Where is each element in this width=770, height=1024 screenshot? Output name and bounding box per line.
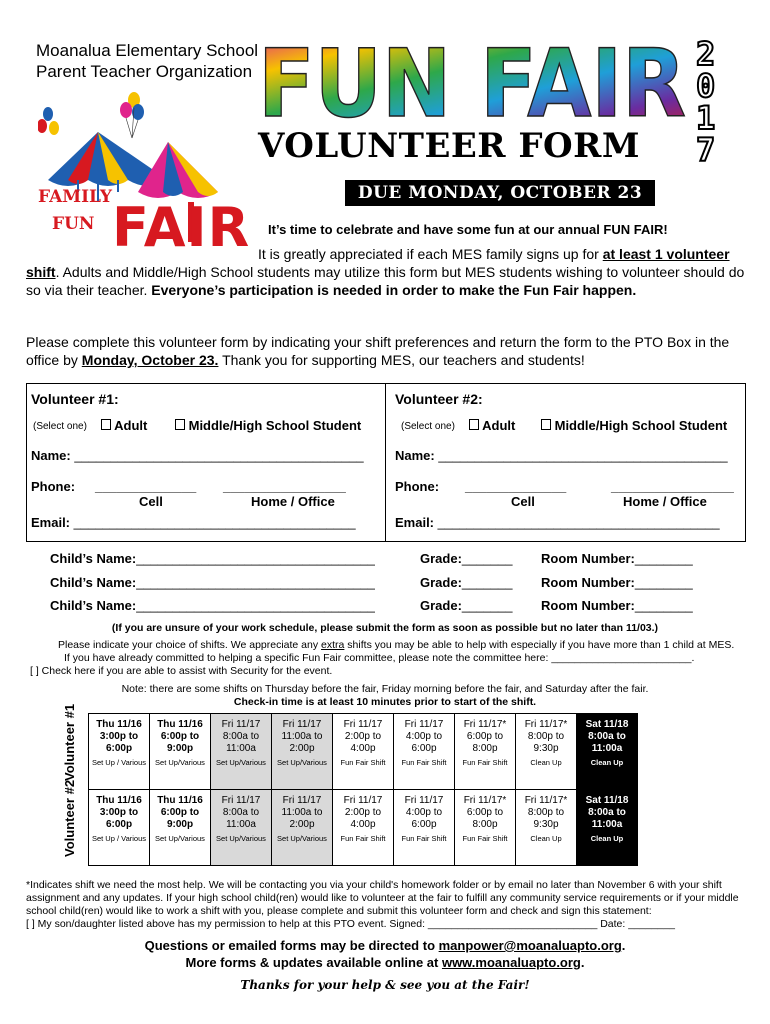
checkin-note: Check-in time is at least 10 minutes prior to start of the shift. bbox=[233, 696, 537, 708]
shift-time1: 6:00p to bbox=[160, 807, 200, 818]
shift-time1: 4:00p to bbox=[405, 731, 443, 742]
grade-label-3: Grade: bbox=[420, 598, 462, 613]
shift-time1: 11:00a to bbox=[281, 807, 323, 818]
shift-day: Fri 11/17* bbox=[463, 795, 507, 806]
shift-cell[interactable] bbox=[577, 714, 638, 790]
room-label-2: Room Number: bbox=[541, 575, 635, 590]
v2-adult-option[interactable] bbox=[469, 418, 515, 433]
v1-cell-caption: Cell bbox=[139, 494, 163, 509]
shift-cell[interactable] bbox=[516, 714, 577, 790]
shift-time2: 9:30p bbox=[533, 819, 559, 830]
child-label-2: Child’s Name: bbox=[50, 575, 137, 590]
shift-time2: 11:00a bbox=[226, 819, 256, 830]
v2-home-caption: Home / Office bbox=[623, 494, 707, 509]
v2-select-one: (Select one) bbox=[401, 421, 455, 432]
questions-b: . bbox=[621, 938, 626, 953]
p1-d: Everyone’s participation is needed in order to make the Fun Fair happen. bbox=[151, 282, 637, 298]
p2-c: Thank you for supporting MES, our teachers and students! bbox=[218, 352, 585, 368]
room-line-1[interactable]: ________ bbox=[634, 551, 693, 566]
row-label-volunteer-2 bbox=[52, 779, 88, 865]
shift-time1: 6:00p to bbox=[160, 731, 200, 742]
shift-time1: 4:00p to bbox=[405, 807, 443, 818]
shift-day: Sat 11/18 bbox=[585, 795, 629, 806]
logo-fair-word: FAIR bbox=[112, 196, 251, 259]
permission-statement[interactable]: [ ] My son/daughter listed above has my permission to help at this PTO event. Signed: _____________________________ Date: ________ bbox=[26, 918, 675, 930]
shift-time2: 9:30p bbox=[533, 743, 559, 754]
shift-row-volunteer-2 bbox=[89, 790, 638, 866]
v1-name-label: Name: bbox=[31, 448, 75, 463]
intro-paragraph-2 bbox=[26, 333, 746, 369]
shift-time1: 3:00p to bbox=[99, 731, 139, 742]
shift-cell[interactable] bbox=[577, 790, 638, 866]
logo-fun-word: FUN bbox=[52, 214, 95, 234]
row-label-volunteer-2-text: Volunteer #2 bbox=[62, 779, 77, 857]
choice-extra: extra bbox=[321, 639, 345, 651]
shift-type: Set Up / Various bbox=[91, 834, 147, 843]
v1-phone-label: Phone: bbox=[31, 479, 76, 494]
v1-student-label: Middle/High School Student bbox=[185, 418, 362, 433]
child-line-3[interactable]: _________________________________ bbox=[136, 598, 375, 613]
year-digit-0: 0 bbox=[696, 67, 716, 105]
shift-time1: 8:00p to bbox=[527, 731, 565, 742]
shift-day: Fri 11/17 bbox=[404, 795, 444, 806]
shift-day: Fri 11/17 bbox=[404, 719, 444, 730]
grade-line-3[interactable]: _______ bbox=[461, 598, 513, 613]
shift-cell[interactable] bbox=[516, 790, 577, 866]
shift-time1: 2:00p to bbox=[344, 807, 382, 818]
intro-paragraph-1 bbox=[26, 245, 746, 299]
v1-adult-checkbox-icon[interactable] bbox=[101, 419, 111, 430]
grade-line-2[interactable]: _______ bbox=[461, 575, 513, 590]
v1-student-checkbox-icon[interactable] bbox=[175, 419, 185, 430]
shift-day: Thu 11/16 bbox=[96, 795, 142, 806]
shift-time1: 8:00a to bbox=[588, 731, 626, 742]
room-line-3[interactable]: ________ bbox=[634, 598, 693, 613]
shift-type: Set Up/Various bbox=[277, 834, 327, 843]
child-name-field-3[interactable] bbox=[50, 598, 375, 613]
shift-day: Thu 11/16 bbox=[96, 719, 142, 730]
choice-a: Please indicate your choice of shifts. We appreciate any bbox=[58, 639, 322, 651]
shift-type: Set Up/Various bbox=[155, 834, 205, 843]
choice-note bbox=[58, 639, 734, 651]
shift-type: Fun Fair Shift bbox=[401, 834, 447, 843]
shift-time2: 2:00p bbox=[289, 819, 315, 830]
shift-day: Fri 11/17* bbox=[524, 719, 568, 730]
shift-day: Fri 11/17 bbox=[221, 795, 261, 806]
shift-time2: 11:00a bbox=[591, 743, 623, 754]
child-label-3: Child’s Name: bbox=[50, 598, 137, 613]
v2-phone-label: Phone: bbox=[395, 479, 440, 494]
volunteer-form-title: VOLUNTEER FORM bbox=[258, 126, 641, 166]
shift-day: Fri 11/17 bbox=[343, 795, 383, 806]
v2-name-field[interactable] bbox=[395, 448, 728, 463]
shift-cell[interactable] bbox=[333, 790, 394, 866]
shift-time1: 6:00p to bbox=[466, 731, 504, 742]
room-field-3[interactable] bbox=[541, 598, 693, 613]
shift-type: Set Up/Various bbox=[216, 758, 266, 767]
volunteer-box-divider bbox=[385, 384, 386, 541]
room-line-2[interactable]: ________ bbox=[634, 575, 693, 590]
shift-day: Fri 11/17* bbox=[524, 795, 568, 806]
p1-b: at least 1 volunteer shift bbox=[26, 246, 730, 280]
shift-type: Fun Fair Shift bbox=[340, 834, 386, 843]
v2-adult-label: Adult bbox=[479, 418, 516, 433]
v1-name-field[interactable] bbox=[31, 448, 364, 463]
shift-time1: 8:00a to bbox=[588, 807, 626, 818]
shift-time2: 8:00p bbox=[472, 743, 498, 754]
security-checkbox-note[interactable]: [ ] Check here if you are able to assist with Security for the event. bbox=[30, 665, 333, 677]
v2-cell-line[interactable]: ______________ bbox=[465, 479, 567, 494]
v1-email-line[interactable]: _______________________________________ bbox=[73, 515, 356, 530]
shift-time1: 8:00p to bbox=[527, 807, 565, 818]
year-digit-1: 1 bbox=[696, 99, 716, 137]
v2-student-label: Middle/High School Student bbox=[551, 418, 728, 433]
v2-email-label: Email: bbox=[395, 515, 438, 530]
child-line-2[interactable]: _________________________________ bbox=[136, 575, 375, 590]
shift-cell[interactable] bbox=[394, 790, 455, 866]
v2-student-checkbox-icon[interactable] bbox=[541, 419, 551, 430]
child-label-1: Child’s Name: bbox=[50, 551, 137, 566]
shift-time2: 9:00p bbox=[166, 743, 194, 754]
shift-time1: 11:00a to bbox=[281, 731, 323, 742]
shift-cell[interactable] bbox=[89, 714, 150, 790]
year-digit-2: 2 bbox=[696, 35, 716, 73]
child-name-field-2[interactable] bbox=[50, 575, 375, 590]
shift-row-volunteer-1 bbox=[89, 714, 638, 790]
shift-time2: 11:00a bbox=[226, 743, 256, 754]
v2-email-field[interactable] bbox=[395, 515, 720, 530]
p1-a: It is greatly appreciated if each MES family signs up for bbox=[258, 246, 603, 262]
p2-b: Monday, October 23. bbox=[81, 352, 219, 368]
v1-name-line[interactable]: ________________________________________ bbox=[74, 448, 364, 463]
room-label-1: Room Number: bbox=[541, 551, 635, 566]
shift-type: Clean Up bbox=[530, 758, 562, 767]
v1-email-label: Email: bbox=[31, 515, 74, 530]
shift-type: Clean Up bbox=[590, 834, 624, 843]
thursday-note: Note: there are some shifts on Thursday before the fair, Friday morning before the fair, and Saturday after the fair. bbox=[121, 683, 649, 695]
shift-cell[interactable] bbox=[455, 714, 516, 790]
shift-type: Set Up/Various bbox=[155, 758, 205, 767]
committee-note[interactable]: If you have already committed to helping a specific Fun Fair committee, please note the committee here: ________________________. bbox=[64, 652, 695, 664]
shift-cell[interactable] bbox=[333, 714, 394, 790]
shift-time2: 6:00p bbox=[105, 743, 133, 754]
child-name-field-1[interactable] bbox=[50, 551, 375, 566]
shift-time2: 11:00a bbox=[591, 819, 623, 830]
shift-cell[interactable] bbox=[211, 714, 272, 790]
v2-name-label: Name: bbox=[395, 448, 439, 463]
grade-field-3[interactable] bbox=[420, 598, 513, 613]
shift-time2: 4:00p bbox=[350, 819, 376, 830]
shift-cell[interactable] bbox=[211, 790, 272, 866]
questions-a: Questions or emailed forms may be directed to bbox=[144, 938, 439, 953]
shift-cell[interactable] bbox=[150, 790, 211, 866]
shift-cell[interactable] bbox=[272, 714, 333, 790]
grade-label-2: Grade: bbox=[420, 575, 462, 590]
shift-type: Clean Up bbox=[590, 758, 624, 767]
volunteer-info-box bbox=[26, 383, 746, 542]
shift-type: Fun Fair Shift bbox=[462, 834, 508, 843]
shift-type: Fun Fair Shift bbox=[462, 758, 508, 767]
v1-student-option[interactable] bbox=[175, 418, 361, 433]
more-b: . bbox=[580, 955, 585, 970]
shift-type: Clean Up bbox=[530, 834, 562, 843]
year-2017 bbox=[688, 35, 738, 169]
shift-time1: 8:00a to bbox=[222, 731, 260, 742]
unsure-schedule-note: (If you are unsure of your work schedule, please submit the form as soon as possible but no later than 11/03.) bbox=[111, 622, 659, 634]
grade-line-1[interactable]: _______ bbox=[461, 551, 513, 566]
shift-cell[interactable] bbox=[89, 790, 150, 866]
more-a: More forms & updates available online at bbox=[185, 955, 442, 970]
fun-fair-title bbox=[258, 38, 688, 124]
shift-grid bbox=[88, 713, 638, 866]
choice-c: shifts you may be able to help with especially if you have more than 1 child at MES. bbox=[344, 639, 735, 651]
row-label-volunteer-1-text: Volunteer #1 bbox=[62, 703, 77, 781]
v1-adult-label: Adult bbox=[111, 418, 148, 433]
fun-fair-text: FUN FAIR bbox=[258, 38, 686, 124]
volunteer-1-title: Volunteer #1: bbox=[31, 391, 119, 407]
celebrate-line: It’s time to celebrate and have some fun at our annual FUN FAIR! bbox=[268, 222, 668, 237]
shift-type: Fun Fair Shift bbox=[340, 758, 386, 767]
shift-cell[interactable] bbox=[394, 714, 455, 790]
shift-type: Fun Fair Shift bbox=[401, 758, 447, 767]
shift-day: Fri 11/17* bbox=[463, 719, 507, 730]
shift-time2: 8:00p bbox=[472, 819, 498, 830]
shift-cell[interactable] bbox=[150, 714, 211, 790]
logo-family-word: FAMILY bbox=[38, 187, 113, 207]
organization-name bbox=[36, 40, 258, 82]
shift-time2: 9:00p bbox=[166, 819, 194, 830]
grade-label-1: Grade: bbox=[420, 551, 462, 566]
shift-time1: 8:00a to bbox=[222, 807, 260, 818]
room-label-3: Room Number: bbox=[541, 598, 635, 613]
p2-a: Please complete this volunteer form by indicating your shift preferences and return the form to the PTO Box in the office by bbox=[26, 334, 730, 368]
v1-cell-line[interactable]: ______________ bbox=[95, 479, 197, 494]
shift-time2: 2:00p bbox=[289, 743, 315, 754]
more-forms-line bbox=[0, 955, 770, 970]
shift-type: Set Up / Various bbox=[91, 758, 147, 767]
shift-day: Fri 11/17 bbox=[221, 719, 261, 730]
shift-time2: 4:00p bbox=[350, 743, 376, 754]
shift-day: Fri 11/17 bbox=[282, 795, 322, 806]
shift-time1: 3:00p to bbox=[99, 807, 139, 818]
volunteer-2-title: Volunteer #2: bbox=[395, 391, 483, 407]
asterisk-note: *Indicates shift we need the most help. We will be contacting you via your child's homework folder or by email no later than November 6 with your shift assignment and any updates. If your high school child(ren) would like to volunteer at the fair to fulfill any community service requirements or if your middle school child(ren) would like to work a shift with you, please complete and submit this volunteer form and check and sign this statement: bbox=[26, 879, 739, 917]
shift-time2: 6:00p bbox=[411, 743, 437, 754]
thanks-line: Thanks for your help & see you at the Fair! bbox=[240, 978, 530, 992]
v2-adult-checkbox-icon[interactable] bbox=[469, 419, 479, 430]
shift-day: Thu 11/16 bbox=[157, 719, 203, 730]
shift-day: Sat 11/18 bbox=[585, 719, 629, 730]
shift-cell[interactable] bbox=[455, 790, 516, 866]
room-field-2[interactable] bbox=[541, 575, 693, 590]
v2-home-line[interactable]: _________________ bbox=[611, 479, 734, 494]
room-field-1[interactable] bbox=[541, 551, 693, 566]
shift-type: Set Up/Various bbox=[277, 758, 327, 767]
shift-day: Thu 11/16 bbox=[157, 795, 203, 806]
grade-field-1[interactable] bbox=[420, 551, 513, 566]
family-fun-fair-logo bbox=[38, 92, 251, 262]
v1-email-field[interactable] bbox=[31, 515, 356, 530]
org-line-1: Moanalua Elementary School bbox=[36, 41, 259, 60]
v2-email-line[interactable]: _______________________________________ bbox=[437, 515, 720, 530]
shift-time1: 6:00p to bbox=[466, 807, 504, 818]
due-date-banner: DUE MONDAY, OCTOBER 23 bbox=[345, 180, 655, 206]
questions-email-link[interactable]: manpower@moanaluapto.org bbox=[438, 938, 622, 953]
grade-field-2[interactable] bbox=[420, 575, 513, 590]
shift-day: Fri 11/17 bbox=[282, 719, 322, 730]
shift-time2: 6:00p bbox=[105, 819, 133, 830]
v1-adult-option[interactable] bbox=[101, 418, 147, 433]
v1-home-caption: Home / Office bbox=[251, 494, 335, 509]
shift-day: Fri 11/17 bbox=[343, 719, 383, 730]
v1-select-one: (Select one) bbox=[33, 421, 87, 432]
p1-c: . Adults and Middle/High School students may utilize this form but MES students wishing to volunteer should do so via their teacher. bbox=[26, 264, 745, 298]
shift-time1: 2:00p to bbox=[344, 731, 382, 742]
v2-cell-caption: Cell bbox=[511, 494, 535, 509]
shift-type: Set Up/Various bbox=[216, 834, 266, 843]
shift-cell[interactable] bbox=[272, 790, 333, 866]
website-link[interactable]: www.moanaluapto.org bbox=[441, 955, 581, 970]
org-line-2: Parent Teacher Organization bbox=[36, 62, 253, 81]
v1-home-line[interactable]: _________________ bbox=[223, 479, 346, 494]
shift-time2: 6:00p bbox=[411, 819, 437, 830]
child-line-1[interactable]: _________________________________ bbox=[136, 551, 375, 566]
row-label-volunteer-1 bbox=[52, 703, 88, 789]
v2-name-line[interactable]: ________________________________________ bbox=[438, 448, 728, 463]
v2-student-option[interactable] bbox=[541, 418, 727, 433]
questions-line bbox=[0, 938, 770, 953]
year-digit-7: 7 bbox=[696, 131, 716, 169]
